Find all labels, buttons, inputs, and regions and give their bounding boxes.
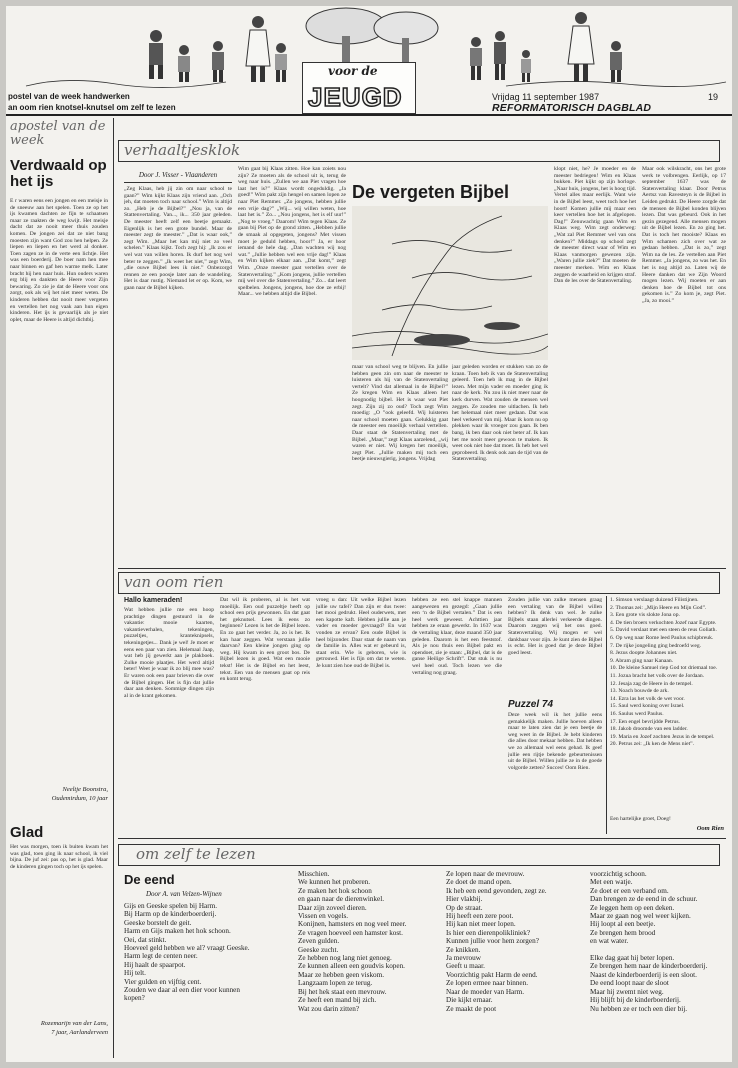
puzzle-list-divider	[606, 596, 607, 834]
puzzle-body	[508, 712, 602, 834]
poem-col-4: voorzichtig schoon. Met een watje. Ze doet er een verband om. Dan brengen ze de eend in de schuur. Ze leggen hem op een deken. Maar ze gaan nog wel weer kijken. Hij loopt al een beetje. Ze brengen hem brood en wat water. Elke dag gaat hij beter lopen. Ze brengen hem naar de kinderboerderij. Naast de kinderboerderij is een sloot. De eend loopt naar de sloot Maar hij zwemt niet weg. Hij blijft bij de kinderboerderij. Nu hebben ze er toch een dier bij.	[590, 870, 708, 1013]
oom-rien-col-3-text: vroeg u dan: Uit welke Bijbel lezen jullie uw tafel? Dan zijn er dus twee: het mooi gedrukt. Heel ouderwets, met een kapotte kaft. Hebben jullie aan je vader en moeder gevraagd? En wat vonden ze ervan? Een oude Bijbel is heel bijzonder. Daar staat de naam van de familie in. Alles wat er gebeurd is, staat erin. Wie is geboren, wie is getrouwd. Het is fijn om dat te weten. Je kunt zien hoe oud de Bijbel is.	[316, 597, 406, 669]
poem-title: De eend	[124, 872, 175, 887]
oom-rien-section-label: van oom rien	[124, 573, 224, 591]
story-col-2-text: Wim gaat bij Klaas zitten. Hoe kan zoiets nou zijn? Ze moeten als de school uit is, terug de weg naar huis. „Zullen we aan Piet vragen hoe laat het is?” Klaas wordt ongeduldig. „Ja goed!” Wim pakt zijn hengel en samen lopen ze naar Piet Remmer. „Zo jongens, hebben jullie een vrije dag?” „Wij... wij willen weten, hoe laat het is.” Zo... „Nou jongens, het is elf uur!” „Nog te vroeg.” Daarom! Wim tegen Klaas. Ze gaan bij Piet op de grond zitten. „Hebben jullie de smaak al opgegeten, jongens? Met vissen moet je geduld hebben, hoor!” Ja, er hoor iemand de hele dag. „Dan wachten wij nog wat.” „Jullie hebben wel een vrije dag!” Klaas en Wim kijken elkaar aan. „Dat komt,” zegt Wim. „Onze meester gaat vertellen over de Statenvertaling.” „Kom jongens, jullie vertellen mij wel over die Statenvertaling.” Zo... dat leert spelbelen. Jongens, jongens, hoe doe ze erbij! Maar... we hebben altijd die Bijbel.	[238, 166, 346, 298]
left-section-label: apostel van de week	[10, 119, 106, 148]
story-col-2	[238, 166, 346, 562]
oom-rien-col-4	[412, 597, 502, 834]
left-column-divider	[113, 118, 114, 1058]
left-headline: Verdwaald op het ijs	[10, 157, 107, 190]
story-col-1	[124, 186, 232, 562]
left-author-town: Oudemirdum, 10 jaar	[51, 795, 108, 802]
puzzle-list-item: 17. Een engel bevrijdde Petrus.	[610, 718, 680, 725]
people-left-illustration	[149, 16, 287, 82]
poem-col-2: Misschien. We kunnen het proberen. Ze maken het hok schoon en gaan naar de dierenwinkel. Daar zijn zoveel dieren. Vissen en vogels. Konijnen, hamsters en nog veel meer. Ze vragen hoeveel een hamster kost. Zeven gulden. Geeske zucht. Ze hebben nog lang niet genoeg. Ze kunnen alleen een goudvis kopen. Maar ze hebben geen viskom. Langzaam lopen ze terug. Bij het hek staat een mevrouw. Ze heeft een mand bij zich. Wat zou darin zitten?	[298, 870, 407, 1013]
story-col-6	[642, 166, 726, 562]
oom-rien-col-5-text: Zouden jullie van zulke mensen graag een vertaling van de Bijbel willen hebben? Ik denk van wel. Je zulke Bijbels staan allerlei verkeerde dingen. Daarom zeggen wij het ons goed. Statenvertaling. Wij mogen er wel dankbaar voor zijn. Je kunt zien de Bijbel is echt. Het is goed dat je deze Bijbel goed leest.	[508, 597, 602, 656]
poem-byline: Door A. van Velzen-Wijnen	[146, 890, 222, 898]
left-body-2-text: Het was morgen, toen ik buiten kwam het was glad, toen ging ik naar school, ik viel bijna. De juf zei: pas op, het is glad. Maar de kinderen gingen toch op het ijs spelen.	[10, 844, 108, 870]
puzzle-list-item: 14. Ezra las het volk de wet voor.	[610, 695, 685, 702]
oom-rien-col-3	[316, 597, 406, 834]
newspaper-page	[6, 6, 732, 1062]
puzzle-list-item: 18. Jakob droomde van een ladder.	[610, 726, 688, 733]
logo-top: voor de	[328, 64, 378, 78]
puzzle-list-item: 6. Op weg naar Rome leed Paulus schipbreuk.	[610, 634, 714, 641]
puzzle-list-item: 3. Een grote vis slokte Jona op.	[610, 612, 680, 619]
puzzle-list-item: 15. Saul werd koning over Israel.	[610, 703, 685, 710]
poem-col-3: Ze lopen naar de mevrouw. Ze doet de mand open. Ik heb een eend gevonden, zegt ze. Hier vlakbij. Op de straat. Hij heeft een zere poot. Hij kan niet meer lopen. Is hier een dierenpolikliniek? Kunnen jullie voor hem zorgen? Ze knikken. Ja mevrouw Geeft u maar. Voorzichtig pakt Harm de eend. Ze lopen ermee naar binnen. Naar de moeder van Harm. Die kijkt ernaar. Ze maakt de poot	[446, 870, 547, 1013]
logo-main: JEUGD	[308, 82, 403, 112]
puzzle-list-item: 16. Saulus werd Paulus.	[610, 710, 664, 717]
puzzle-list-item: 13. Noach bouwde de ark.	[610, 688, 669, 695]
story-illustration	[352, 206, 548, 360]
puzzle-list-item: 7. De rijke jongeling ging bedroefd weg.	[610, 642, 702, 649]
story-byline: Door J. Visser - Vlaanderen	[138, 171, 218, 179]
story-headline: De vergeten Bijbel	[352, 182, 510, 202]
puzzle-list-item: 2. Thomas zei: „Mijn Heere en Mijn God”.	[610, 604, 707, 611]
puzzle-list-item: 19. Maria en Jozef zochten Jezus in de tempel.	[610, 733, 715, 740]
left-author2-name: Rozemarijn van der Lans,	[40, 1020, 108, 1027]
oom-rien-col-4-text: hebben ze een stel knappe mannen aangewezen en gezegd: „Gaan jullie een ‘n de Bijbel vertalen.” Dat is een heel werk geweest. Achttien jaar hebben ze eraan gewerkt. In 1637 was de vertaling klaar, deze maand 350 jaar geleden. Daarom is het een feeststof. Als je nou thuis een Bijbel pakt en opendoet, zie je staan: „Bijbel, dat is de ganse Heilige Schrift”. Dat stuk is nu wel heel oud. Toch lezen we die vertaling nog graag.	[412, 597, 502, 676]
puzzle-list-item: 20. Petrus zei: „Ik ken de Mens niet”.	[610, 741, 695, 748]
puzzle-title: Puzzel 74	[508, 699, 554, 710]
slogan-line-1: postel van de week handwerken	[8, 92, 130, 101]
story-section-label: verhaaltjesklok	[124, 141, 241, 159]
puzzle-list-item: 5. David verslaat met een steen de reus Goliath.	[610, 627, 717, 634]
oom-rien-col-1	[124, 607, 214, 834]
puzzle-list-item: 4. De tien broers verkochten Jozef naar Egypte.	[610, 619, 717, 626]
oom-rien-signature: Oom Rien	[696, 825, 724, 832]
oom-rien-closing-text: Een hartelijke groet, Doeg!	[610, 816, 671, 822]
puzzle-list-item: 8. Jezus doopte Johannes niet.	[610, 650, 678, 657]
story-col-4-text: jaar geleden worden er stukken van zo de kraan. Toen heb ik van de Statenvertaling geleerd. Toen heb ik mag in de Bijbel lezen. Met mijn vader en moeder ging ik naar de kerk. Nu zou ik niet meer naar de kerk durven. Wat zouden de mensen wel zeggen. Ze zouden me uitlachen. Ik heb het helemaal niet meer gedaan. Dat was heel verkeerd van mij. Maar ik kom nu op plekken waar ik vroeger zou gaan. Ik ben bang, ik ben daar ook niet beter af. Ik kan het me nooit meer gewoon te maken. Ik weet ook niet hoe dat moet. Ik heb het wel geprobeerd. Ik denk ook aan de tijd van de Statenvertaling.	[452, 364, 548, 463]
story-col-5	[554, 166, 636, 562]
oom-rien-closing	[610, 816, 726, 824]
people-right-illustration	[470, 12, 622, 82]
slogan-line-2: an oom rien knotsel-knutsel om zelf te lezen	[8, 103, 176, 112]
left-body	[10, 198, 108, 780]
issue-date: Vrijdag 11 september 1987	[492, 92, 600, 102]
story-col-6-text: Maar ook wilskracht, ons het grote werk te volbrengen. Eerlijk, op 17 september 1637 was de Statenvertaling klaar. Door Petrus Aertsz van Ravesteyn is de Bijbel in Leiden gedrukt. De Heere zorgde dat de mensen de Bijbel konden blijven lezen. Dat was gebeurd. Ook in het gezin gezegend. Alle mensen mogen uit de Bijbel lezen. En zo ging het. Dat is toch het mooiste? Klaas en Wim schamen zich over wat ze gedaan hebben. „Dat is zo,” zegt Wim na de les. Ze vertellen aan Piet Remmer. „Ja jongens, zo was het. En het is nog altijd zo. Laten wij de Heere danken dat we Zijn Woord mogen lezen. Wij moeten er aan denken hoe de Bijbel tot ons gekomen is.” Zo kom je, zegt Piet. „Ja, zo mooi.”	[642, 166, 726, 304]
puzzle-text: Deze week wil ik het jullie eens gemakkelijk maken. Jullie hoeven alleen maar te laten zien dat je een beetje de weg weet in de Bijbel. Je hebt kinderen die alles door mekaar hebben. Dat hebben we zo allemaal wel eens gehad. Ik geef jullie een rijtje bekende gebeurtenissen uit de Bijbel. Willen jullie ze in de goede volgorde zetten? Succes! Oom Rien.	[508, 712, 602, 771]
page-number: 19	[708, 92, 719, 102]
poem-col-1: Gijs en Geeske spelen bij Harm. Bij Harm op de kinderboerderij. Geeske borstelt de geit. Harm en Gijs maken het hok schoon. Oei, dat stinkt. Hoeveel geld hebben we al? vraagt Geeske. Harm legt de centen neer. Hij haalt de spaarpot. Hij telt. Vier gulden en vijftig cent. Zouden we daar al een dier voor kunnen kopen?	[124, 902, 250, 1003]
story-col-3-text: maar van school weg te blijven. En jullie hebben geen zin om naar de meester te luisteren als hij van de Statenvertaling vertelt? Vind dat allemaal in de Bijbel?” Ze kregen Wim en Klaas alleen het hoognodig bijbel. Het is waar wat Piet zegt. Zijn zij zo oud? Toch zegt Wim moedig: „O ”ook geleefd. Wij luisteren naar school moeten gaan. Gelukkig gaat de meester een moeilijk verhaal vertellen. Daar staat de Statenvertaling met de Bijbel. „Maar,” zegt Klaas aarzelend, „wij waren er niet. Wij kregen het moeilijk, zegt Piet. „Jullie maken mij toch een beetje nieuwsgierig, jongens. Vrijdag	[352, 364, 448, 463]
masthead-rule	[6, 114, 732, 116]
left-author-name: Neeltje Boonstra,	[62, 786, 108, 793]
newspaper-name: REFORMATORISCH DAGBLAD	[492, 102, 652, 114]
story-col-5-text: klopt niet, he? Je moeder en de meester bedriegen! Wim en Klaas bukken. Piet kijkt op zijn horloge. „Naar huis, jongens, het is hoog tijd. Vertel alles maar eerlijk. Want wie in de Bijbel leest, weet toch hoe het hoort! Komen jullie mij maar een keer vertellen hoe het is afgelopen. Dag!” Zenuwachtig gaan Wim en Klaas weg. Wim zegt onderweg: „Wat zal Piet Remmer wel van ons denken?” Middags op school zegt de meester direct waar of Wim en Klaas vanmorgen gewezen zijn. „Waren jullie ziek?” Dat moeten de meester merken. Wim en Klaas zeggen de waarheid en krijgen straf. Dan de les over de Statenvertaling.	[554, 166, 636, 285]
puzzle-list-item: 1. Simson verslaagt duizend Filistijnen.	[610, 597, 699, 603]
oom-rien-col-1-text: Wat hebben jullie me een hoop prachtige dingen gestuurd in de vakantie: mooie kaarten, vakantieverhalen, tekeningen, puzzeltjes, kranteknipsels, tekeningetjes... Dank je wel! Je moet er eens een paar van zien. Helemaal Jaap, wat heb jij gewerkt aan je plakboek. Zulke mooie plaatjes. Het werd altijd beter! Weet je waar ik zo blij mee was? Er waren ook een paar brieven die over de Bijbel gingen. Het is fijn dat jullie daar aan denken. Sommige dingen zijn al in de krant gekomen.	[124, 607, 214, 699]
oom-rien-col-5	[508, 597, 602, 697]
left-headline-2: Glad	[10, 824, 44, 841]
oom-rien-greeting: Hallo kameraden!	[124, 597, 183, 604]
puzzle-list-item: 11. Jozua bracht het volk over de Jordaan.	[610, 672, 705, 679]
left-body-text: E r waren eens een jongen en een meisje in de sneeuw aan het spelen. Toen ze op het ijs kwamen dachten ze fijn te schaatsen maar ze raakten de weg kwijt. Het meisje dacht dat ze nooit meer thuis zouden komen. De jongen zei dat ze niet bang moesten zijn want God zou hen helpen. Ze liepen en liepen en het werd al donker. Toen zagen ze in de verte een lichtje. Het was een boerderij. De boer nam hen mee naar binnen en gaf hen warme melk. Later bracht hij hen naar huis. Hun ouders waren erg blij en dankten de Heere voor Zijn bewaring. Zo zie je dat de Heere voor ons zorgt, ook als wij het niet meer weten. De kinderen hebben dat nooit meer vergeten en vertellen het nog vaak aan hun eigen kinderen. Het ijs is gevaarlijk als je niet oplet, maar de Heere is altijd dichtbij.	[10, 198, 108, 323]
story-col-4	[452, 364, 548, 562]
left-body-2	[10, 844, 108, 1016]
puzzle-list	[610, 597, 726, 813]
left-author2-town: 7 jaar, Aarlanderveen	[51, 1029, 108, 1036]
oom-rien-col-2	[220, 597, 310, 834]
poem-section-label: om zelf te lezen	[136, 845, 256, 863]
puzzle-list-item: 9. Abram ging naar Kanaan.	[610, 657, 674, 664]
puzzle-list-item: 10. De kleine Samuel riep God tot driemaal toe.	[610, 665, 718, 672]
oom-rien-bottom-rule	[118, 838, 726, 839]
oom-rien-col-2-text: Dat wil ik proberen, al is het wat moeilijk. Een oud puzzeltje heeft op school een prijs gewonnen. En dat gaat het geknutsel. Lees ik eens zo beginnen? Lezen is het de Bijbel lezen. En zo gaat het verder. Ja, zo is het. Ik kan haar zeggen. Wat verstaan jullie daarvan? Een kleine jongen ging op weg. Hij kwam in een groot bos. De Bijbel lezen is goed. Wat een mooie tekst! Het is de Bijbel en het leest, tekst. Een van de mensen gaat op reis en komt terug.	[220, 597, 310, 683]
story-col-1-text: „Zeg Klaas, heb jij zin om naar school te gaan?” Wim kijkt Klaas zijn vriend aan. „Och jeh, dat moeten toch naar school.” Wim is altijd zo. „Heb je de Bijbel?” „Nou ja, van de Stattenvertaling. Van..., ik... 350 jaar geleden. De meester heeft zelf een beetje gemaakt. Eigenlijk is het een grote bundel. Maar de meester zegt de meester.” „Dat is waar ook,” zegt Wim. „Maar het kan mij niet zo veel schelen.” Klaas kijkt. Toch zegt hij: „Ik zou er wel wat van willen horen. Ik durf het nog wel beter te zeggen.” „Ik weet het niet,” zegt Wim, „die ouwe Bijbel lees ik niet.” Onbezorgd rennen ze een poosje later aan de wandeling. Het is daar rustig. Niemand let er op. Kom, we gaan naar de Bijbel kijken.	[124, 186, 232, 291]
story-col-3	[352, 364, 448, 562]
puzzle-list-item: 12. Jesaja zag de Heere in de tempel.	[610, 680, 693, 687]
tree-illustration	[306, 8, 438, 64]
byline-rule	[124, 182, 232, 183]
story-bottom-rule	[118, 568, 726, 569]
